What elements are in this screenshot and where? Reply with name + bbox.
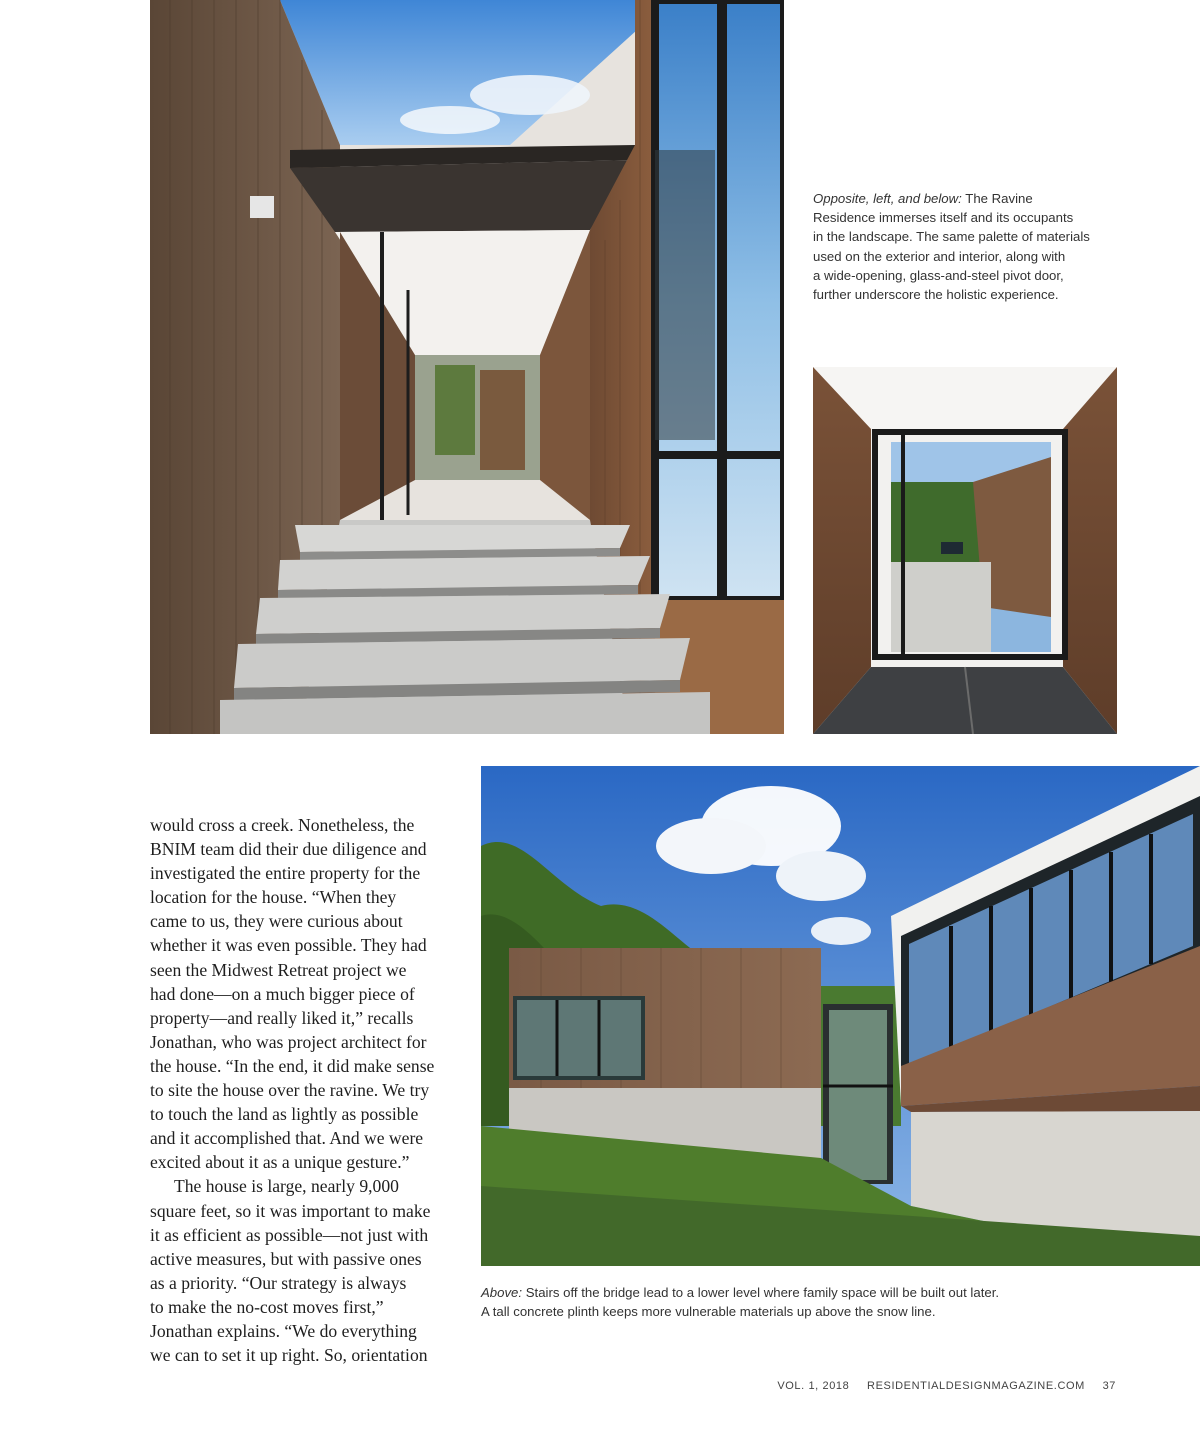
article-body bbox=[150, 813, 450, 1367]
text-line: investigated the entire property for the bbox=[150, 863, 421, 884]
text-line: as a priority. “Our strategy is always bbox=[150, 1272, 407, 1293]
bridge-exterior-photo bbox=[481, 766, 1200, 1266]
top-photo-caption bbox=[813, 189, 1113, 304]
caption-line: further underscore the holistic experience. bbox=[813, 287, 1059, 303]
caption-line: in the landscape. The same palette of materials bbox=[813, 229, 1090, 245]
article-paragraph bbox=[150, 1174, 450, 1367]
text-line: active measures, but with passive ones bbox=[150, 1248, 422, 1269]
caption-lead: Above: bbox=[481, 1285, 523, 1300]
site-url: RESIDENTIALDESIGNMAGAZINE.COM bbox=[867, 1380, 1085, 1392]
text-line: would cross a creek. Nonetheless, the bbox=[150, 815, 415, 835]
pivot-door-photo bbox=[813, 367, 1117, 734]
bottom-photo-caption bbox=[481, 1283, 1200, 1321]
caption-line: Stairs off the bridge lead to a lower level where family space will be built out later. bbox=[525, 1285, 1000, 1300]
article-paragraph bbox=[150, 813, 450, 1174]
caption-line: Residence immerses itself and its occupants bbox=[813, 210, 1074, 226]
text-line: excited about it as a unique gesture.” bbox=[150, 1152, 410, 1173]
text-line: came to us, they were curious about bbox=[150, 911, 403, 932]
text-line: the house. “In the end, it did make sense bbox=[150, 1055, 435, 1076]
text-line: square feet, so it was important to make bbox=[150, 1200, 431, 1221]
text-line: seen the Midwest Retreat project we bbox=[150, 959, 407, 980]
volume-label: VOL. 1, 2018 bbox=[777, 1380, 850, 1392]
text-line: property—and really liked it,” recalls bbox=[150, 1007, 414, 1028]
caption-line: The Ravine bbox=[965, 191, 1033, 206]
text-line: had done—on a much bigger piece of bbox=[150, 983, 415, 1004]
text-line: we can to set it up right. So, orientation bbox=[150, 1345, 428, 1366]
text-line: to touch the land as lightly as possible bbox=[150, 1104, 419, 1125]
text-line: to site the house over the ravine. We try bbox=[150, 1080, 430, 1101]
text-line: location for the house. “When they bbox=[150, 887, 397, 908]
text-line: to make the no-cost moves first,” bbox=[150, 1296, 384, 1317]
text-line: The house is large, nearly 9,000 bbox=[174, 1176, 399, 1197]
page-number: 37 bbox=[1102, 1380, 1116, 1392]
text-line: Jonathan explains. “We do everything bbox=[150, 1320, 417, 1341]
text-line: it as efficient as possible—not just with bbox=[150, 1224, 429, 1245]
text-line: whether it was even possible. They had bbox=[150, 935, 427, 956]
text-line: and it accomplished that. And we were bbox=[150, 1128, 424, 1149]
caption-lead: Opposite, left, and below: bbox=[813, 191, 962, 206]
text-line: Jonathan, who was project architect for bbox=[150, 1031, 427, 1052]
text-line: BNIM team did their due diligence and bbox=[150, 839, 427, 860]
entry-walkway-photo bbox=[150, 0, 784, 734]
caption-line: used on the exterior and interior, along with bbox=[813, 248, 1066, 264]
caption-line: A tall concrete plinth keeps more vulnerable materials up above the snow line. bbox=[481, 1304, 936, 1320]
page-footer bbox=[777, 1380, 1116, 1392]
caption-line: a wide-opening, glass-and-steel pivot door, bbox=[813, 267, 1064, 283]
